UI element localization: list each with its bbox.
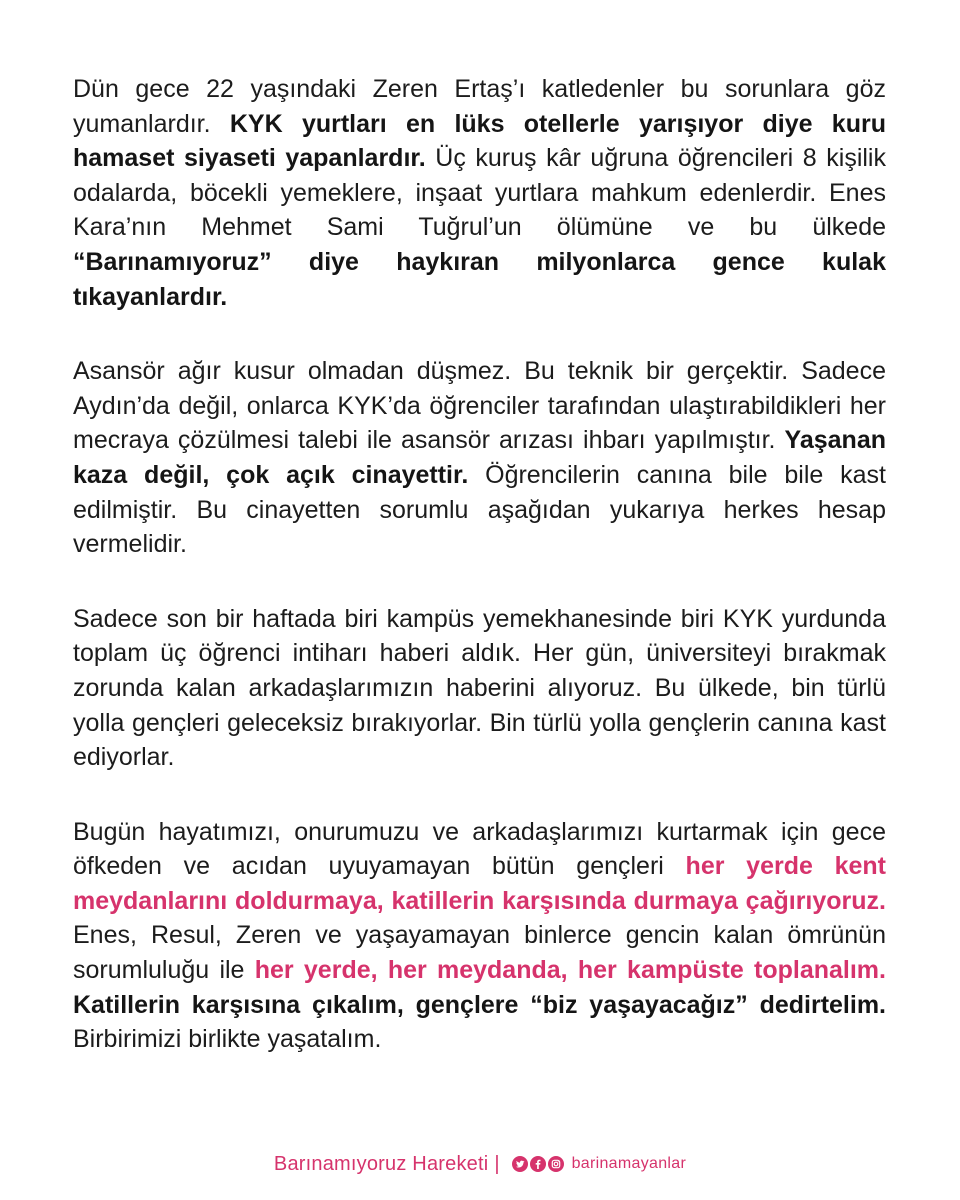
- facebook-icon[interactable]: [530, 1156, 546, 1172]
- paragraph-3: [73, 602, 886, 775]
- body-text: Dün gece 22 yaşındaki Zeren Ertaş’ı katledenler bu sorunlara göz yumanlardır.: [73, 75, 886, 138]
- body-text: Asansör ağır kusur olmadan düşmez. Bu teknik bir gerçektir. Sadece Aydın’da değil, onlarca KYK’da öğrenciler tarafından ulaştırabildikleri her mecraya çözülmesi talebi ile asansör arızası ihbarı yapılmıştır.: [73, 357, 886, 455]
- paragraph-4: [73, 815, 886, 1057]
- emphasis-text: Yaşanan kaza değil, çok açık cinayettir.: [73, 426, 886, 489]
- emphasis-text: Katillerin karşısına çıkalım, gençlere “biz yaşayacağız” dedirtelim.: [73, 990, 886, 1019]
- body-text: Üç kuruş kâr uğruna öğrencileri 8 kişilik odalarda, böcekli yemeklere, inşaat yurtlara mahkum edenlerdir. Enes Kara’nın Mehmet Sami Tuğrul’un ölümüne ve bu ülkede: [73, 144, 886, 242]
- twitter-icon[interactable]: [512, 1156, 528, 1172]
- emphasis-text: “Barınamıyoruz” diye haykıran milyonlarca gence kulak tıkayanlardır.: [73, 247, 886, 311]
- emphasis-text: KYK yurtları en lüks otellerle yarışıyor diye kuru hamaset siyaseti yapanlardır.: [73, 109, 886, 173]
- social-handle: barinamayanlar: [571, 1155, 687, 1172]
- social-icons: [512, 1156, 564, 1172]
- body-text: Birbirimizi birlikte yaşatalım.: [73, 1025, 382, 1054]
- body-text: Sadece son bir haftada biri kampüs yemekhanesinde biri KYK yurdunda toplam üç öğrenci intiharı haberi aldık. Her gün, üniversiteyi bırakmak zorunda kalan arkadaşlarımızın haberini alıyoruz. Bu ülkede, bin türlü yolla gençleri geleceksiz bırakıyorlar. Bin türlü yolla gençlerin canına kast ediyorlar.: [73, 604, 886, 772]
- footer-separator: |: [494, 1152, 500, 1175]
- paragraph-1: [73, 72, 886, 314]
- body-text: Öğrencilerin canına bile bile kast edilmiştir. Bu cinayetten sorumlu aşağıdan yukarıya herkes hesap vermelidir.: [73, 460, 886, 559]
- call-to-action-text: her yerde, her meydanda, her kampüste toplanalım.: [254, 956, 886, 985]
- footer: [0, 1150, 960, 1178]
- body-text: Bugün hayatımızı, onurumuzu ve arkadaşlarımızı kurtarmak için gece öfkeden ve acıdan uyuyamayan bütün gençleri: [73, 817, 886, 881]
- call-to-action-text: her yerde kent meydanlarını doldurmaya, katillerin karşısında durmaya çağırıyoruz.: [73, 852, 886, 915]
- body-text: Enes, Resul, Zeren ve yaşayamayan binlerce gencin kalan ömrünün sorumluluğu ile: [73, 921, 886, 985]
- instagram-icon[interactable]: [548, 1156, 564, 1172]
- brand-name: Barınamıyoruz Hareketi: [273, 1152, 489, 1175]
- paragraph-2: [73, 354, 886, 562]
- statement-body: [73, 72, 886, 1057]
